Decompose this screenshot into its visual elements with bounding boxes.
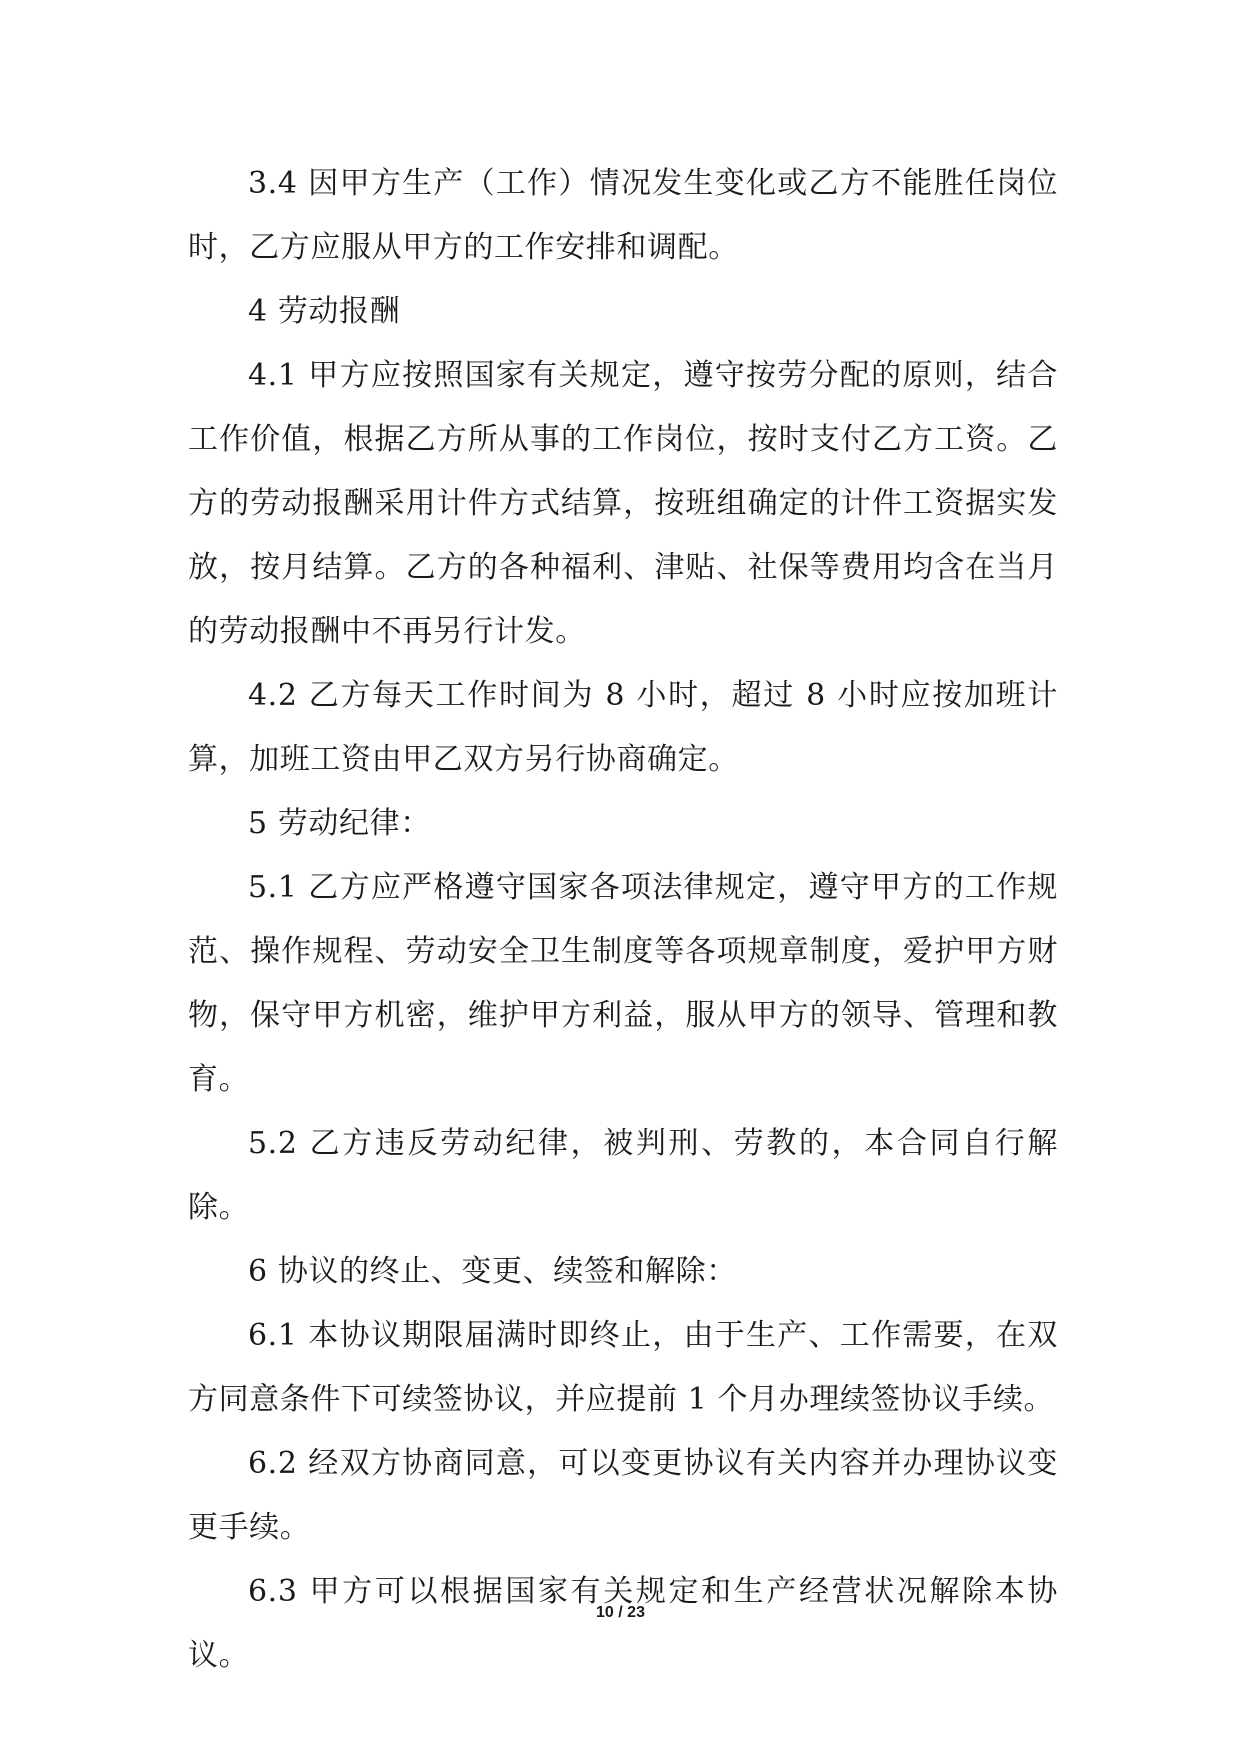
document-body xyxy=(188,152,1058,1688)
paragraph-5-1: 5.1 乙方应严格遵守国家各项法律规定，遵守甲方的工作规范、操作规程、劳动安全卫生制度等各项规章制度，爱护甲方财物，保守甲方机密，维护甲方利益，服从甲方的领导、管理和教育。 xyxy=(188,870,1058,1097)
paragraph-6-2: 6.2 经双方协商同意，可以变更协议有关内容并办理协议变更手续。 xyxy=(188,1446,1058,1545)
paragraph-6-3: 6.3 甲方可以根据国家有关规定和生产经营状况解除本协议。 xyxy=(188,1574,1058,1673)
page-number: 10 / 23 xyxy=(596,1604,645,1621)
paragraph-6-1: 6.1 本协议期限届满时即终止，由于生产、工作需要，在双方同意条件下可续签协议，并应提前 1 个月办理续签协议手续。 xyxy=(188,1318,1058,1417)
paragraph-4-2: 4.2 乙方每天工作时间为 8 小时，超过 8 小时应按加班计算，加班工资由甲乙双方另行协商确定。 xyxy=(188,678,1058,777)
section-heading-4: 4 劳动报酬 xyxy=(248,294,401,329)
section-heading-6: 6 协议的终止、变更、续签和解除： xyxy=(248,1254,737,1289)
paragraph-5-2: 5.2 乙方违反劳动纪律，被判刑、劳教的，本合同自行解除。 xyxy=(188,1126,1058,1225)
paragraph-4-1: 4.1 甲方应按照国家有关规定，遵守按劳分配的原则，结合工作价值，根据乙方所从事的工作岗位，按时支付乙方工资。乙方的劳动报酬采用计件方式结算，按班组确定的计件工资据实发放，按月结算。乙方的各种福利、津贴、社保等费用均含在当月的劳动报酬中不再另行计发。 xyxy=(188,358,1058,649)
paragraph-3-4: 3.4 因甲方生产（工作）情况发生变化或乙方不能胜任岗位时，乙方应服从甲方的工作安排和调配。 xyxy=(188,166,1058,265)
section-heading-5: 5 劳动纪律： xyxy=(248,806,431,841)
